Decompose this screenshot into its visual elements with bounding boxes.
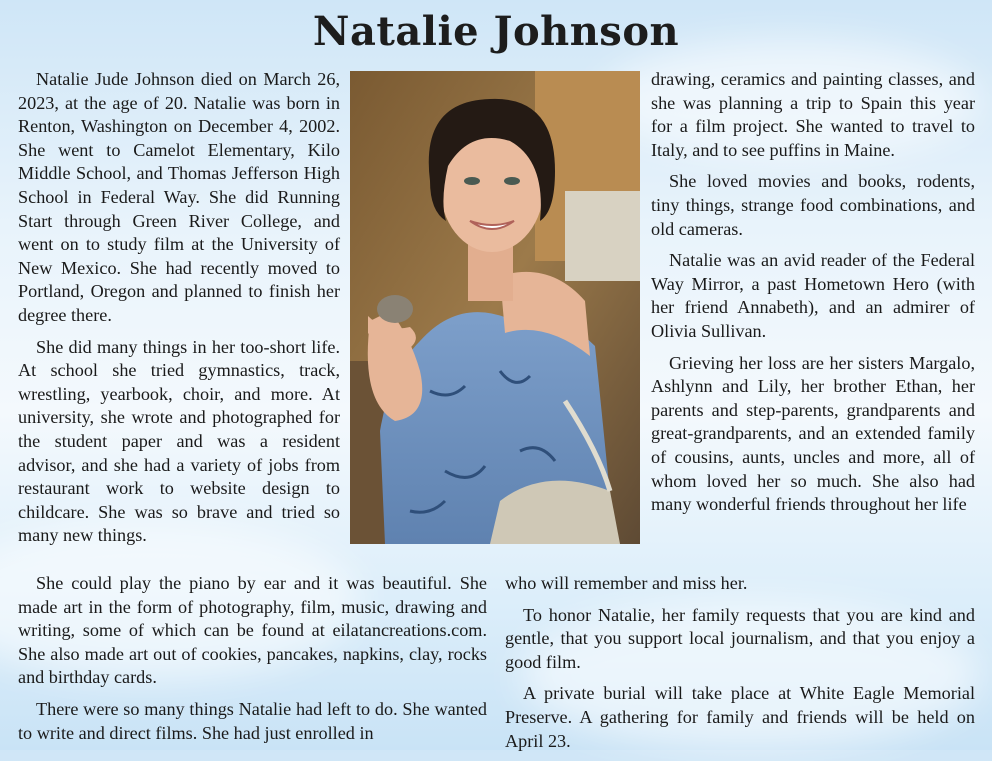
paragraph: She loved movies and books, rodents, tiny things, strange food combinations, and old cameras. [651,171,975,239]
text-column-left [18,68,340,556]
page-title: Natalie Johnson [312,8,680,55]
paragraph: who will remember and miss her. [505,573,748,593]
paragraph: Grieving her loss are her sisters Margalo, Ashlynn and Lily, her brother Ethan, her parents and step-parents, grandparents and great-grandparents, and an extended family of cousins, aunts, uncles and more, all of whom loved her so much. She also had many wonderful friends throughout her life [651,352,975,515]
paragraph: To honor Natalie, her family requests that you are kind and gentle, that you support local journalism, and that you enjoy a good film. [505,604,975,672]
paragraph: She did many things in her too-short life. At school she tried gymnastics, track, wrestling, yearbook, choir, and more. At university, she wrote and photographed for the student paper and was a resident advisor, and she had a variety of jobs from restaurant work to website design to childcare. She was so brave and tried so many new things. [18,336,340,546]
paragraph: Natalie Jude Johnson died on March 26, 2023, at the age of 20. Natalie was born in Renton, Washington on December 4, 2002. She went to Camelot Elementary, Kilo Middle School, and Thomas Jefferson High School in Federal Way. She did Running Start through Green River College, and went on to study film at the University of New Mexico. She had recently moved to Portland, Oregon and planned to finish her degree there. [18,69,340,325]
eye-left [464,177,480,185]
text-column-right [651,68,975,525]
text-column-bottom-left [18,572,487,753]
eye-right [504,177,520,185]
window-light [565,191,640,281]
hamster [377,295,413,323]
paragraph: drawing, ceramics and painting classes, and she was planning a trip to Spain this year for a film project. She wanted to travel to Italy, and to see puffins in Maine. [651,69,975,160]
text-column-bottom-right [505,572,975,761]
paragraph: A private burial will take place at White Eagle Memorial Preserve. A gathering for family and friends will be held on April 23. [505,683,975,751]
portrait-illustration [350,71,640,544]
paragraph: There were so many things Natalie had left to do. She wanted to write and direct films. She had just enrolled in [18,698,487,743]
paragraph: She could play the piano by ear and it was beautiful. She made art in the form of photography, film, music, drawing and writing, some of which can be found at eilatancreations.com. She also made art out of cookies, pancakes, napkins, clay, rocks and birthday cards. [18,573,487,688]
portrait-photo [350,71,640,544]
paragraph: Natalie was an avid reader of the Federal Way Mirror, a past Hometown Hero (with her friend Annabeth), and an admirer of Olivia Sullivan. [651,250,975,341]
